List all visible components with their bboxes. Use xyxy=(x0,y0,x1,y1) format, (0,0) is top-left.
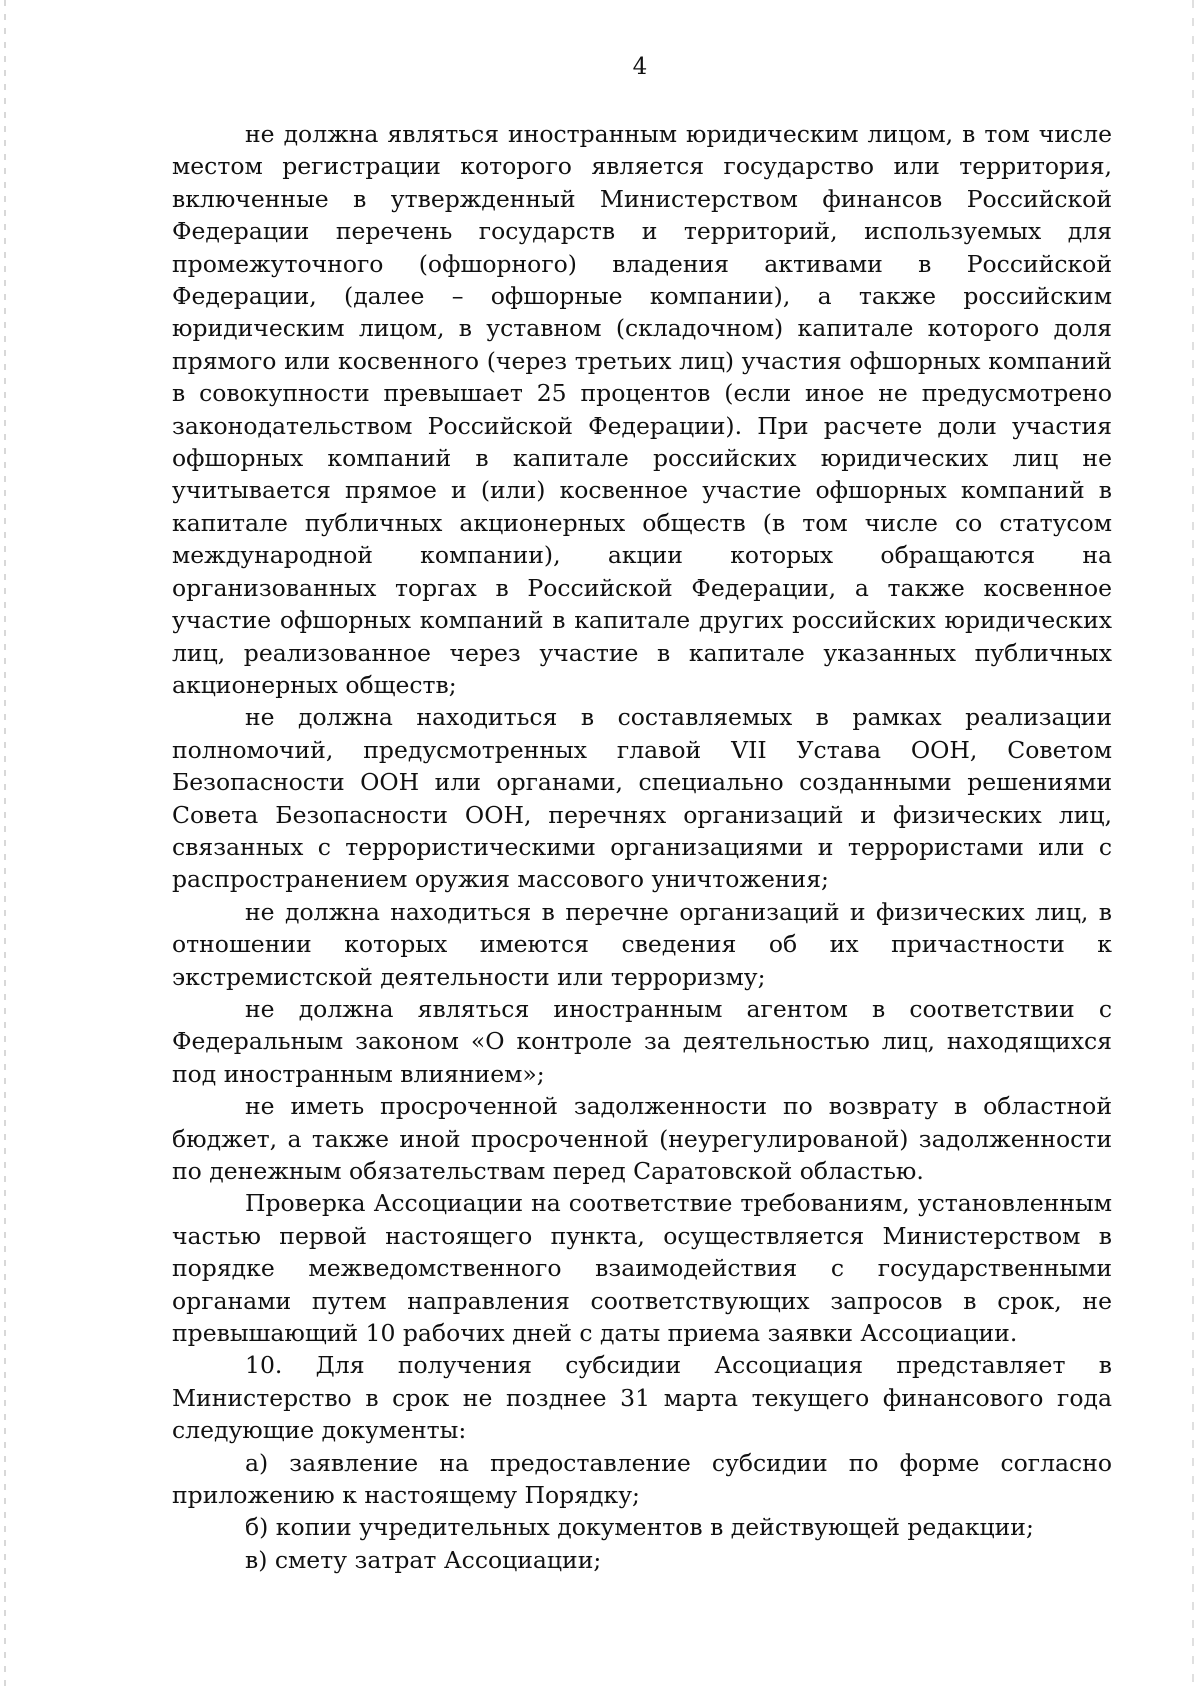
document-body xyxy=(172,118,1112,1576)
paragraph-item-10: 10. Для получения субсидии Ассоциация представляет в Министерство в срок не позднее 31 марта текущего финансового года следующие документы: xyxy=(172,1351,1112,1445)
paragraph-verification: Проверка Ассоциации на соответствие требованиям, установленным частью первой настоящего пункта, осуществляется Министерством в порядке межведомственного взаимодействия с государственными органами путем направления соответствующих запросов в срок, не превышающий 10 рабочих дней с даты приема заявки Ассоциации. xyxy=(172,1189,1112,1348)
paragraph-offshore-requirement: не должна являться иностранным юридическим лицом, в том числе местом регистрации которого является государство или территория, включенные в утвержденный Министерством финансов Российской Федерации перечень государств и территорий, используемых для промежуточного (офшорного) владения активами в Российской Федерации, (далее – офшорные компании), а также российским юридическим лицом, в уставном (складочном) капитале которого доля прямого или косвенного (через третьих лиц) участия офшорных компаний в совокупности превышает 25 процентов (если иное не предусмотрено законодательством Российской Федерации). При расчете доли участия офшорных компаний в капитале российских юридических лиц не учитывается прямое и (или) косвенное участие офшорных компаний в капитале публичных акционерных обществ (в том числе со статусом международной компании), акции которых обращаются на организованных торгах в Российской Федерации, а также косвенное участие офшорных компаний в капитале других российских юридических лиц, реализованное через участие в капитале указанных публичных акционерных обществ; xyxy=(172,120,1112,699)
paragraph-overdue-debt: не иметь просроченной задолженности по возврату в областной бюджет, а также иной просроченной (неурегулированой) задолженности по денежным обязательствам перед Саратовской областью. xyxy=(172,1092,1112,1185)
scan-edge-left xyxy=(4,0,6,1686)
scan-edge-right xyxy=(1192,0,1194,1686)
paragraph-foreign-agent: не должна являться иностранным агентом в соответствии с Федеральным законом «О контроле за деятельностью лиц, находящихся под иностранным влиянием»; xyxy=(172,994,1112,1088)
paragraph-extremism-list: не должна находиться в перечне организаций и физических лиц, в отношении которых имеются сведения об их причастности к экстремистской деятельности или терроризму; xyxy=(172,897,1112,991)
paragraph-subitem-b: б) копии учредительных документов в действующей редакции; xyxy=(245,1513,1034,1542)
paragraph-subitem-a: а) заявление на предоставление субсидии по форме согласно приложению к настоящему Порядку; xyxy=(172,1448,1112,1510)
paragraph-subitem-v: в) смету затрат Ассоциации; xyxy=(245,1545,602,1574)
paragraph-un-sanctions-list: не должна находиться в составляемых в рамках реализации полномочий, предусмотренных главой VII Устава ООН, Советом Безопасности ООН или органами, специально созданными решениями Совета Безопасности ООН, перечнях организаций и физических лиц, связанных с террористическими организациями и террористами или с распространением оружия массового уничтожения; xyxy=(172,703,1112,894)
page-number: 4 xyxy=(632,54,648,80)
